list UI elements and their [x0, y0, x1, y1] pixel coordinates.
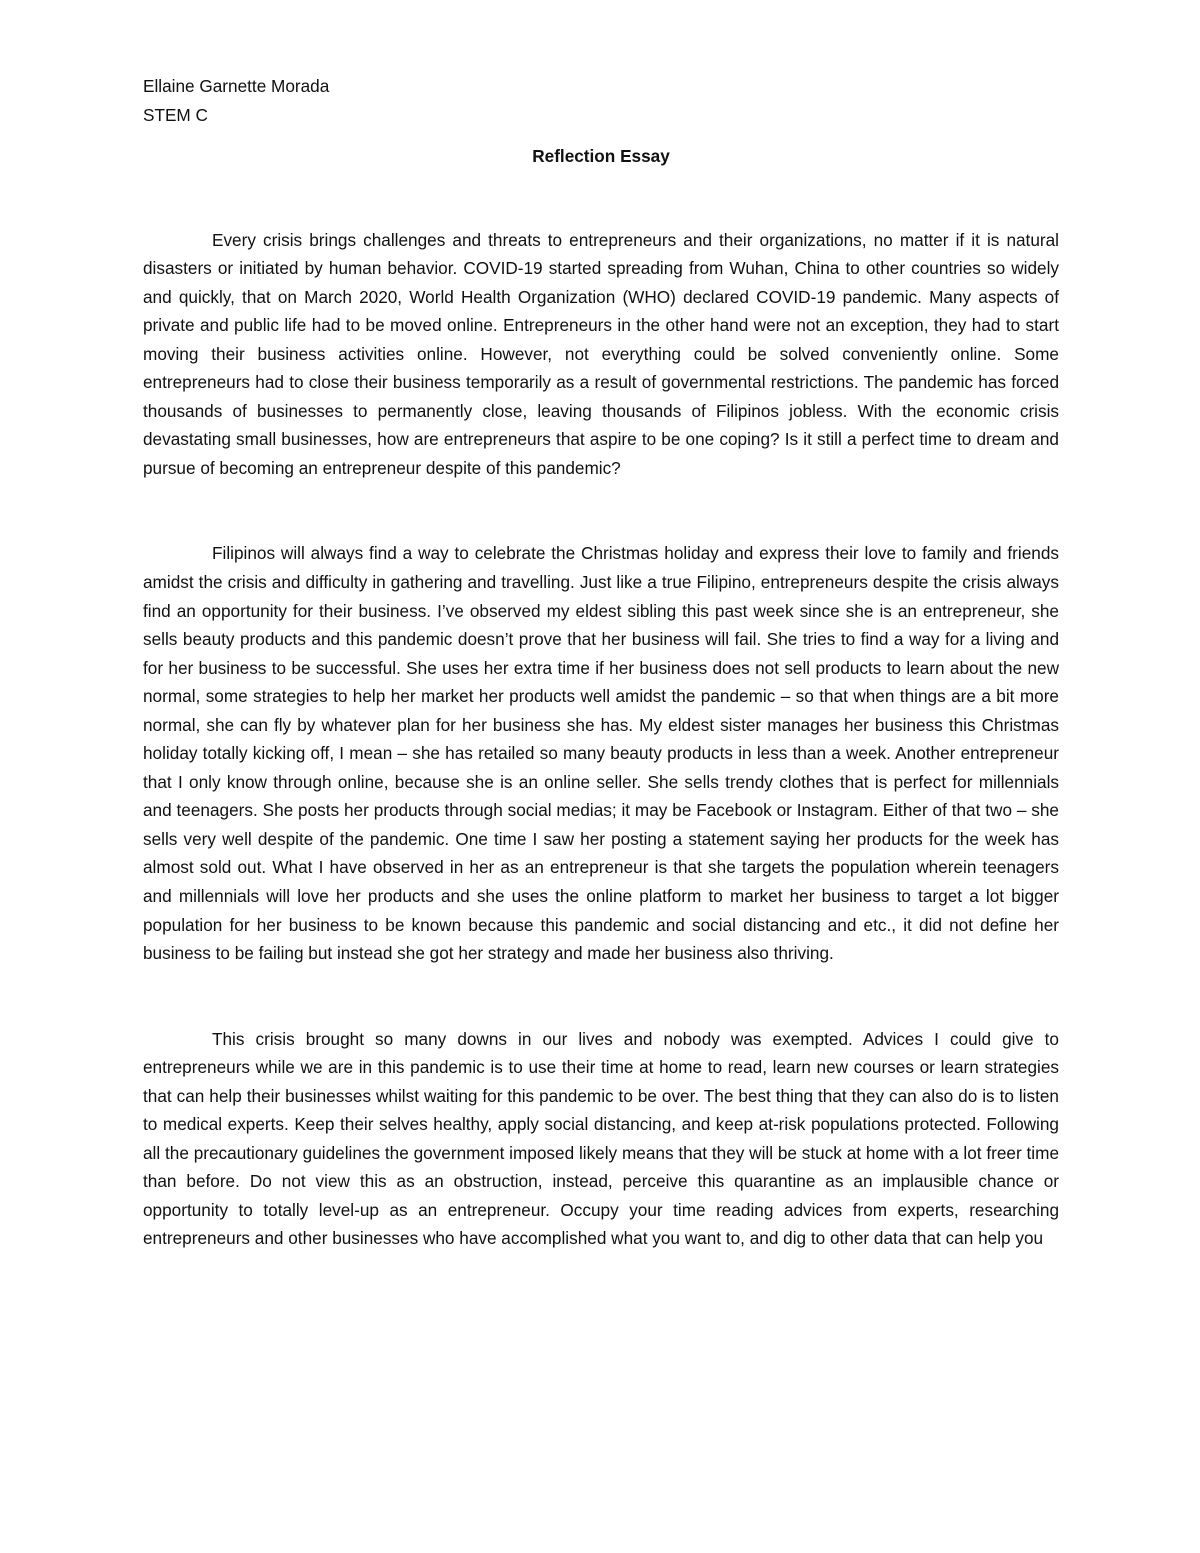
paragraph-3: This crisis brought so many downs in our lives and nobody was exempted. Advices I could give to entrepreneurs while we are in this pandemic is to use their time at home to read, learn new courses or learn strategies that can help their businesses whilst waiting for this pandemic to be over. The best thing that they can also do is to listen to medical experts. Keep their selves healthy, apply social distancing, and keep at-risk populations protected. Following all the precautionary guidelines the government imposed likely means that they will be stuck at home with a lot freer time than before. Do not view this as an obstruction, instead, perceive this quarantine as an implausible chance or opportunity to totally level-up as an entrepreneur. Occupy your time reading advices from experts, researching entrepreneurs and other businesses who have accomplished what you want to, and dig to other data that can help you [143, 1028, 1059, 1249]
paragraph-2: Filipinos will always find a way to celebrate the Christmas holiday and express their love to family and friends amidst the crisis and difficulty in gathering and travelling. Just like a true Filipino, entrepreneurs despite the crisis always find an opportunity for their business. I’ve observed my eldest sibling this past week since she is an entrepreneur, she sells beauty products and this pandemic doesn’t prove that her business will fail. She tries to find a way for a living and for her business to be successful. She uses her extra time if her business does not sell products to learn about the new normal, some strategies to help her market her products well amidst the pandemic – so that when things are a bit more normal, she can fly by whatever plan for her business she has. My eldest sister manages her business this Christmas holiday totally kicking off, I mean – she has retailed so many beauty products in less than a week. Another entrepreneur that I only know through online, because she is an online seller. She sells trendy clothes that is perfect for millennials and teenagers. She posts her products through social medias; it may be Facebook or Instagram. Either of that two – she sells very well despite of the pandemic. One time I saw her posting a statement saying her products for the week has almost sold out. What I have observed in her as an entrepreneur is that she targets the population wherein teenagers and millennials will love her products and she uses the online platform to market her business to target a lot bigger population for her business to be known because this pandemic and social distancing and etc., it did not define her business to be failing but instead she got her strategy and made her business also thriving. [143, 543, 1059, 964]
essay-title: Reflection Essay [532, 146, 670, 166]
document-page [143, 72, 1059, 1253]
author-name: Ellaine Garnette Morada [143, 76, 330, 96]
section-name: STEM C [143, 104, 208, 125]
paragraph-1: Every crisis brings challenges and threats to entrepreneurs and their organizations, no matter if it is natural disasters or initiated by human behavior. COVID-19 started spreading from Wuhan, China to other countries so widely and quickly, that on March 2020, World Health Organization (WHO) declared COVID-19 pandemic. Many aspects of private and public life had to be moved online. Entrepreneurs in the other hand were not an exception, they had to start moving their business activities online. However, not everything could be solved conveniently online. Some entrepreneurs had to close their business temporarily as a result of governmental restrictions. The pandemic has forced thousands of businesses to permanently close, leaving thousands of Filipinos jobless. With the economic crisis devastating small businesses, how are entrepreneurs that aspire to be one coping? Is it still a perfect time to dream and pursue of becoming an entrepreneur despite of this pandemic? [143, 229, 1059, 478]
